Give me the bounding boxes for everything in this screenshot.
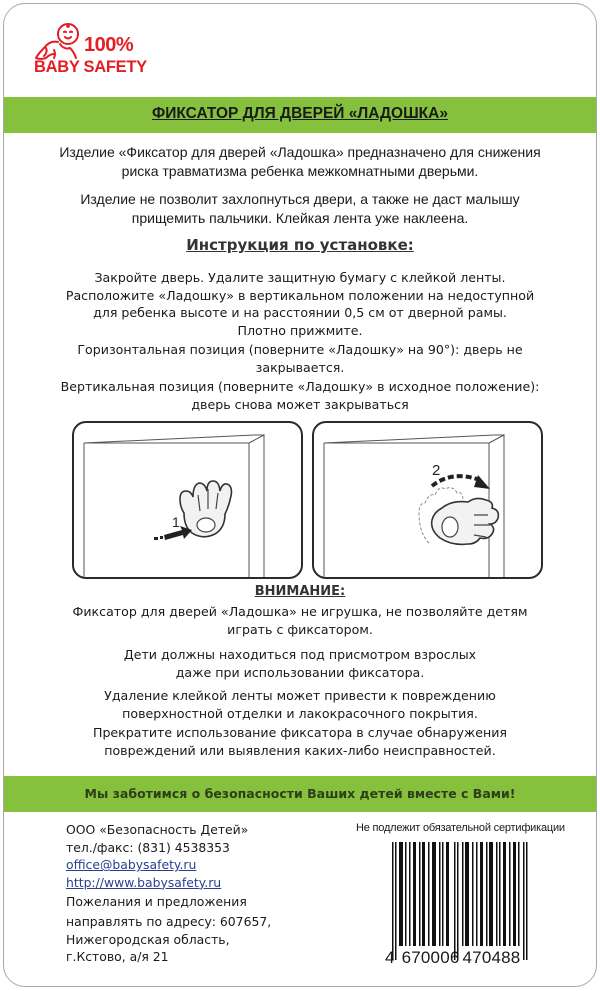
hand-stopper-vertical-icon [180, 481, 232, 537]
warning-item-1: Фиксатор для дверей «Ладошка» не игрушка, не позволяйте детям играть с фиксатором. [72, 604, 528, 637]
intro-paragraph-1: Изделие «Фиксатор для дверей «Ладошка» предназначено для снижения риска травматизма ребенка межкомнатными дверьми. [59, 144, 541, 179]
barcode-number [385, 948, 520, 968]
address-line-4: г.Кстово, а/я 21 [66, 949, 169, 965]
hand-stopper-rotated-icon [432, 498, 499, 544]
address-line-1: Пожелания и предложения [66, 894, 247, 910]
intro-paragraph-2: Изделие не позволит захлопнуться двери, а также не даст малышу прищемить пальчики. Клейкая лента уже наклеена. [80, 191, 520, 226]
logo-brand-name: BABY SAFETY [34, 58, 147, 76]
instruction-step-2: Плотно прижмите. [237, 323, 363, 338]
email-link[interactable]: office@babysafety.ru [66, 857, 197, 873]
company-name: ООО «Безопасность Детей» [66, 822, 249, 837]
instruction-step-1: Закройте дверь. Удалите защитную бумагу с клейкой ленты. Расположите «Ладошку» в вертикальном положении на недоступной для ребенка высоте и на расстоянии 0,5 см от дверной рамы. [65, 270, 535, 320]
illustration-step-1 [72, 421, 303, 579]
illustration-step-2 [312, 421, 543, 579]
warning-heading: ВНИМАНИЕ: [254, 584, 346, 599]
certification-note: Не подлежит обязательной сертификации [356, 822, 565, 834]
barcode-left-group: 670006 [401, 948, 460, 967]
address-line-2: направлять по адресу: 607657, [66, 913, 272, 929]
barcode-first-digit: 4 [385, 948, 395, 967]
address-line-3: Нижегородская область, [66, 931, 230, 947]
product-insert-card [3, 3, 597, 987]
slogan-bar [4, 776, 596, 812]
step-1-label: 1 [172, 514, 180, 530]
step-2-label: 2 [432, 462, 441, 479]
barcode-right-group: 470488 [462, 948, 521, 967]
title-bar [4, 97, 596, 133]
phone-fax: тел./факс: (831) 4538353 [66, 839, 230, 855]
contact-block [66, 821, 271, 966]
logo-percent: 100% [84, 34, 134, 56]
brand-logo [32, 22, 147, 84]
crawling-baby-icon [32, 22, 88, 62]
slogan-text: Мы заботимся о безопасности Ваших детей вместе с Вами! [84, 786, 516, 801]
barcode-icon [392, 842, 532, 960]
instruction-step-4: Вертикальная позиция (поверните «Ладошку» в исходное положение): дверь снова может закрываться [60, 379, 540, 412]
instructions-heading: Инструкция по установке: [186, 236, 414, 254]
warning-item-4: Прекратите использование фиксатора в случае обнаружения повреждений или выявления каких-либо неисправностей. [92, 725, 508, 758]
instruction-step-3: Горизонтальная позиция (поверните «Ладошку» на 90°): дверь не закрывается. [77, 342, 523, 375]
warning-item-3: Удаление клейкой ленты может привести к повреждению поверхностной отделки и лакокрасочного покрытия. [104, 688, 496, 721]
website-link[interactable]: http://www.babysafety.ru [66, 874, 222, 890]
product-title: ФИКСАТОР ДЛЯ ДВЕРЕЙ «ЛАДОШКА» [152, 105, 448, 122]
warning-item-2: Дети должны находиться под присмотром взрослых даже при использовании фиксатора. [123, 647, 477, 680]
